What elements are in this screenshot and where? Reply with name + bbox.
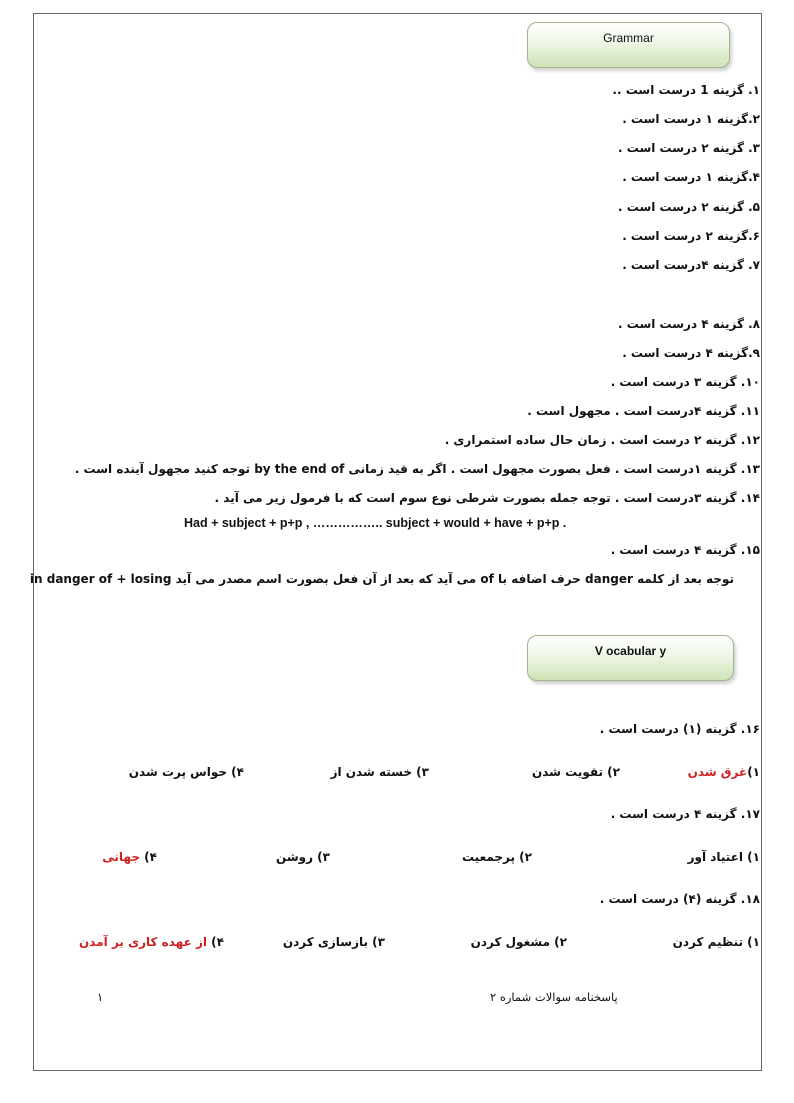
- q17-option-4: [102, 849, 157, 865]
- q16-option-4: ۴) حواس پرت شدن: [128, 765, 244, 779]
- grammar-answer-2: ۲.گزینه ۱ درست است .: [622, 112, 760, 126]
- note-part3: می آید که بعد از آن فعل بصورت اسم مصدر می آید: [171, 572, 481, 586]
- vocab-answer-18: ۱۸. گزینه (۴) درست است .: [599, 892, 760, 906]
- q16-option-1: [688, 764, 760, 780]
- q17-option-3: ۳) روشن: [276, 850, 330, 864]
- grammar-answer-10: ۱۰. گزینه ۳ درست است .: [610, 375, 760, 389]
- q17-option-4-prefix: ۴): [140, 850, 157, 864]
- vocab-answer-16: ۱۶. گزینه (۱) درست است .: [599, 722, 760, 736]
- vocabulary-heading: V ocabular y: [594, 644, 667, 658]
- note-phrase: in danger of + losing: [29, 572, 172, 586]
- q16-option-3: ۳) خسته شدن از: [330, 765, 429, 779]
- page-number: ۱: [97, 990, 104, 1004]
- grammar-answer-5: ۵. گزینه ۲ درست است .: [618, 200, 760, 214]
- q18-option-4-text: از عهده کاری بر آمدن: [79, 935, 207, 949]
- grammar-answer-11: ۱۱. گزینه ۴درست است . مجهول است .: [527, 404, 760, 418]
- grammar-heading: Grammar: [603, 31, 654, 45]
- note-part2: حرف اضافه با: [493, 572, 585, 586]
- answer-13-before: ۱۳. گزینه ۱درست است . فعل بصورت مجهول است . اگر به قید زمانی: [344, 462, 760, 476]
- q16-option-1-text: غرق شدن: [687, 765, 748, 779]
- grammar-answer-6: ۶.گزینه ۲ درست است .: [622, 229, 760, 243]
- q16-option-2: ۲) تقویت شدن: [531, 765, 620, 779]
- conditional-formula: Had + subject + p+p , …………….. subject + would + have + p+p .: [184, 516, 567, 530]
- q17-option-4-text: جهانی: [102, 850, 140, 864]
- grammar-answer-8: ۸. گزینه ۴ درست است .: [618, 317, 760, 331]
- q18-option-4-prefix: ۴): [207, 935, 224, 949]
- q17-option-2: ۲) پرجمعیت: [461, 850, 532, 864]
- grammar-answer-9: ۹.گزینه ۴ درست است .: [622, 346, 760, 360]
- q18-option-4: [79, 934, 224, 950]
- grammar-note: [30, 571, 734, 587]
- grammar-answer-3: ۳. گزینه ۲ درست است .: [618, 141, 760, 155]
- q18-option-2: ۲) مشغول کردن: [470, 935, 567, 949]
- grammar-answer-13: [75, 461, 760, 477]
- grammar-answer-15: ۱۵. گزینه ۴ درست است .: [610, 543, 760, 557]
- grammar-heading-box: [527, 22, 730, 68]
- q18-option-1: ۱) تنظیم کردن: [672, 935, 760, 949]
- grammar-answer-1: ۱. گزینه 1 درست است ..: [612, 83, 760, 97]
- note-part1: توجه بعد از کلمه: [632, 572, 734, 586]
- q18-option-3: ۳) بازسازی کردن: [282, 935, 385, 949]
- grammar-answer-4: ۴.گزینه ۱ درست است .: [622, 170, 760, 184]
- vocab-answer-17: ۱۷. گزینه ۴ درست است .: [610, 807, 760, 821]
- answer-13-english: by the end of: [254, 462, 345, 476]
- note-word-of: of: [480, 572, 494, 586]
- q16-option-1-prefix: ۱): [747, 765, 760, 779]
- vocabulary-heading-box: [527, 635, 734, 681]
- grammar-answer-12: ۱۲. گزینه ۲ درست است . زمان حال ساده استمراری .: [444, 433, 760, 447]
- footer-title: پاسخنامه سوالات شماره ۲: [490, 990, 618, 1004]
- answer-13-after: توجه کنید مجهول آینده است .: [74, 462, 255, 476]
- note-word-danger: danger: [585, 572, 633, 586]
- q17-option-1: ۱) اعتیاد آور: [687, 850, 760, 864]
- grammar-answer-7: ۷. گزینه ۴درست است .: [622, 258, 760, 272]
- grammar-answer-14: ۱۴. گزینه ۳درست است . توجه جمله بصورت شرطی نوع سوم است که با فرمول زیر می آید .: [214, 491, 760, 505]
